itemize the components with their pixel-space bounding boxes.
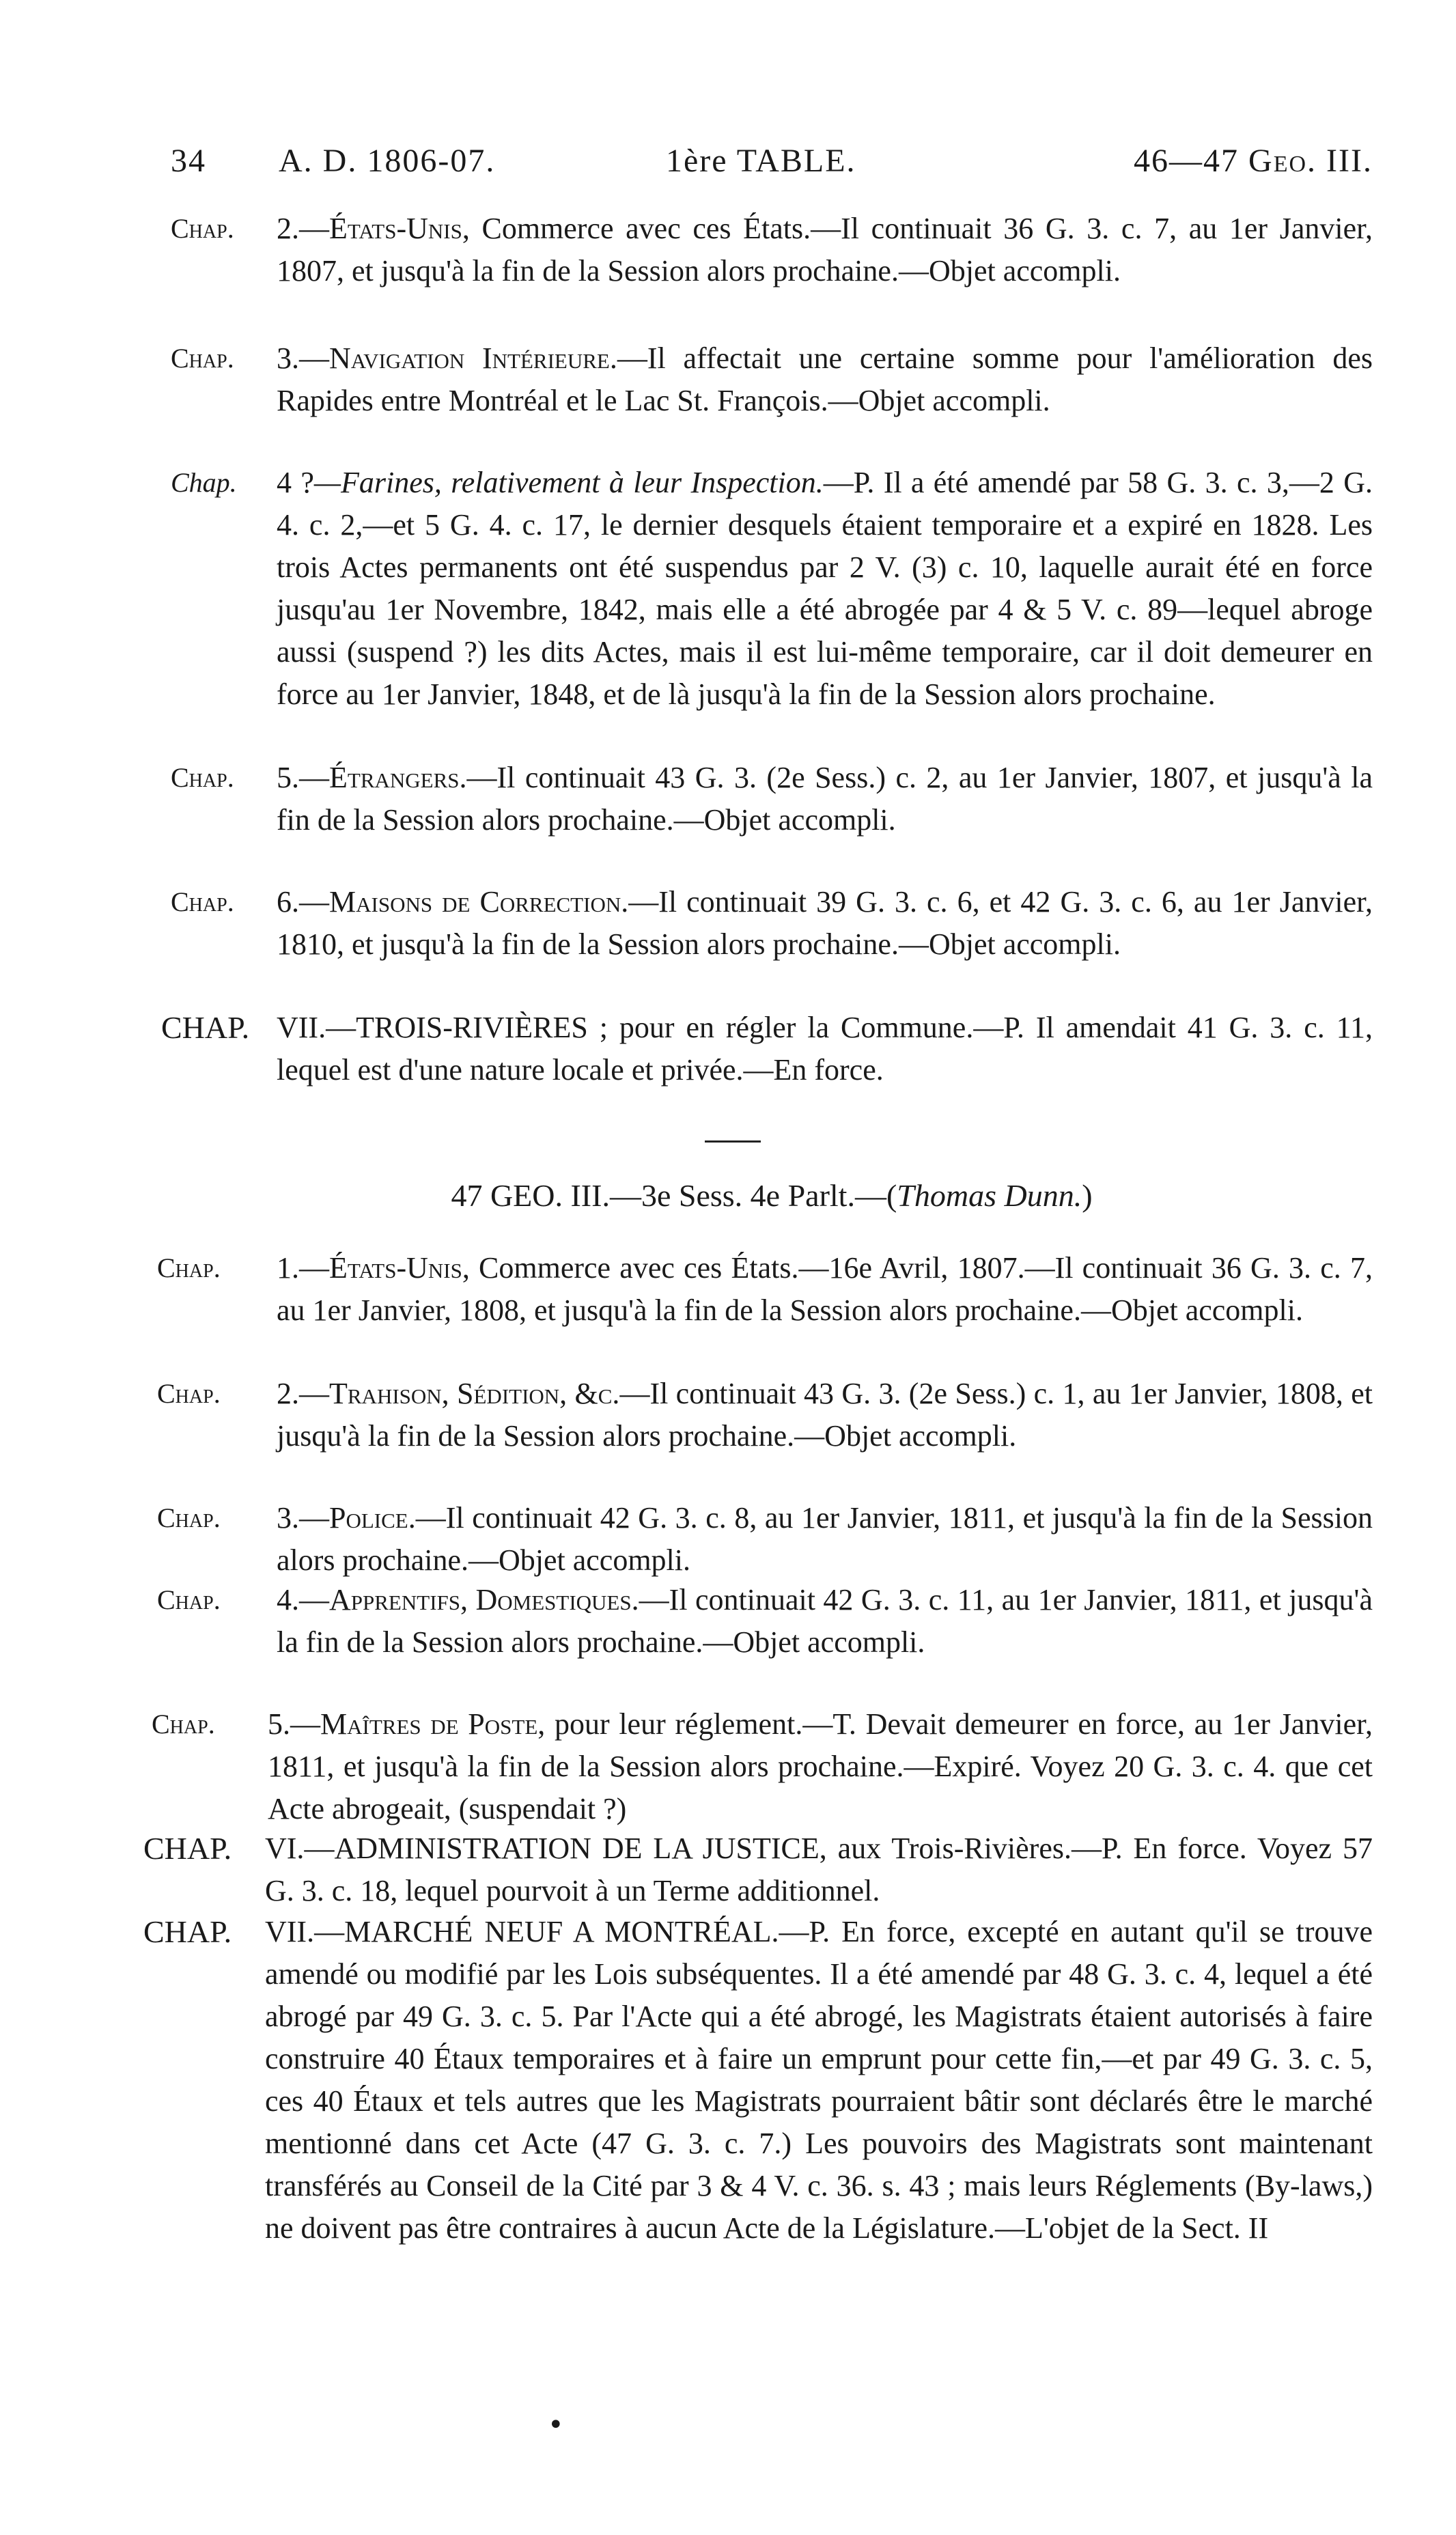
chapter-number: 4.: [277, 1583, 299, 1616]
chapter-title: —Étrangers.: [299, 761, 467, 794]
chapter-number: 2.: [277, 212, 299, 245]
entry-body: [277, 337, 1373, 422]
page-number: 34: [171, 143, 206, 179]
chapter-label: Chap.: [157, 1252, 221, 1283]
chapter-label: Chap.: [157, 1502, 221, 1533]
chapter-text: aux Trois-Rivières.—P. En force. Voyez 57 G. 3. c. 18, lequel pourvoit à un Terme additionnel.: [265, 1832, 1373, 1907]
chapter-title: —ADMINISTRATION DE LA JUSTICE,: [304, 1832, 827, 1865]
chapter-text: pour leur réglement.—T. Devait demeurer en force, au 1er Janvier, 1811, et jusqu'à la fin de la Session alors prochaine.—Expiré. Voyez 20 G. 3. c. 4. que cet Acte abrogeait, (suspendait ?): [268, 1707, 1373, 1825]
entry-body: [277, 462, 1373, 716]
chapter-number: VII.: [277, 1011, 326, 1044]
chapter-text: —Il continuait 42 G. 3. c. 8, au 1er Janvier, 1811, et jusqu'à la fin de la Session alors prochaine.—Objet accompli.: [277, 1501, 1373, 1577]
section-divider: [705, 1140, 761, 1143]
chapter-title: —MARCHÉ NEUF A MONTRÉAL.: [314, 1915, 779, 1948]
chapter-number: 4 ?: [277, 466, 314, 499]
chapter-text: —Il continuait 42 G. 3. c. 11, au 1er Janvier, 1811, et jusqu'à la fin de la Session alors prochaine.—Objet accompli.: [277, 1583, 1373, 1659]
entry-body: [268, 1703, 1373, 1830]
chapter-number: VII.: [265, 1915, 315, 1948]
chapter-label: Chap.: [171, 343, 234, 374]
chapter-number: 2.: [277, 1377, 299, 1410]
entry-body: [265, 1911, 1373, 2250]
entry-body: [277, 1579, 1373, 1664]
chapter-label: CHAP.: [143, 1831, 232, 1866]
chapter-number: 3.: [277, 1501, 299, 1535]
entry-body: [277, 881, 1373, 966]
chapter-text: Commerce avec ces États.—Il continuait 36 G. 3. c. 7, au 1er Janvier, 1807, et jusqu'à la fin de la Session alors prochaine.—Objet accompli.: [277, 212, 1373, 288]
chapter-text: —Il continuait 43 G. 3. (2e Sess.) c. 2, au 1er Janvier, 1807, et jusqu'à la fin de la Session alors prochaine.—Objet accompli.: [277, 761, 1373, 837]
chapter-label: Chap.: [171, 467, 237, 498]
chapter-text: —P. En force, excepté en autant qu'il se trouve amendé ou modifié par les Lois subséquentes. Il a été amendé par 48 G. 3. c. 4, lequel a été abrogé par 49 G. 3. c. 5. Par l'Acte qui a été abrogé, les Magistrats étaient autorisés à faire construire 40 Étaux temporaires et à faire un emprunt pour cette fin,—et par 49 G. 3. c. 5, ces 40 Étaux et tels autres que les Magistrats pourraient bâtir sont déclarés être le marché mentionné dans cet Acte (47 G. 3. c. 7.) Les pouvoirs des Magistrats sont maintenant transférés au Conseil de la Cité par 3 & 4 V. c. 36. s. 43 ; mais leurs Réglements (By-laws,) ne doivent pas être contraires à aucun Acte de la Législature.—L'objet de la Sect. II: [265, 1915, 1373, 2245]
chapter-title: —Police.: [299, 1501, 416, 1535]
chapter-title: —États-Unis,: [299, 1251, 470, 1285]
entry-body: [277, 1373, 1373, 1457]
entry-body: [277, 1497, 1373, 1582]
chapter-title: —Navigation Intérieure.: [299, 341, 617, 375]
section-heading-close: ): [1082, 1178, 1093, 1213]
entry-body: [277, 1247, 1373, 1332]
entry-body: [265, 1827, 1373, 1912]
chapter-label: CHAP.: [143, 1914, 232, 1949]
chapter-title: —États-Unis,: [299, 212, 470, 245]
header-years: A. D. 1806-07.: [279, 143, 496, 179]
chapter-title: —Apprentifs, Domestiques.: [299, 1583, 639, 1616]
chapter-title: —Maisons de Correction.: [299, 885, 629, 919]
chapter-label: CHAP.: [161, 1010, 250, 1045]
chapter-number: 5.: [277, 761, 299, 794]
chapter-label: Chap.: [171, 213, 234, 244]
chapter-number: VI.: [265, 1832, 305, 1865]
chapter-number: 5.: [268, 1707, 290, 1741]
chapter-label: Chap.: [171, 886, 234, 917]
chapter-title: —Farines, relativement à leur Inspection.: [313, 466, 824, 499]
chapter-text: pour en régler la Commune.—P. Il amendait 41 G. 3. c. 11, lequel est d'une nature locale et privée.—En force.: [277, 1011, 1373, 1087]
entry-body: [277, 208, 1373, 292]
chapter-text: —Il continuait 43 G. 3. (2e Sess.) c. 1, au 1er Janvier, 1808, et jusqu'à la fin de la Session alors prochaine.—Objet accompli.: [277, 1377, 1373, 1453]
chapter-label: Chap.: [157, 1584, 221, 1615]
chapter-title: —TROIS-RIVIÈRES ;: [326, 1011, 608, 1044]
section-heading-main: 47 GEO. III.—3e Sess. 4e Parlt.—(: [451, 1178, 897, 1213]
entry-body: [277, 1007, 1373, 1091]
chapter-title: —Trahison, Sédition, &c.: [299, 1377, 620, 1410]
chapter-text: —Il continuait 39 G. 3. c. 6, et 42 G. 3. c. 6, au 1er Janvier, 1810, et jusqu'à la fin de la Session alors prochaine.—Objet accompli.: [277, 885, 1373, 961]
section-heading-47-geo-iii: [171, 1177, 1373, 1214]
entry-body: [277, 757, 1373, 841]
chapter-number: 3.: [277, 341, 299, 375]
chapter-text: —Il affectait une certaine somme pour l'amélioration des Rapides entre Montréal et le Lac St. François.—Objet accompli.: [277, 341, 1373, 417]
section-heading-editor: Thomas Dunn.: [897, 1178, 1082, 1213]
page-header: [171, 142, 1373, 197]
chapter-title: —Maîtres de Poste,: [290, 1707, 546, 1741]
chapter-label: Chap.: [171, 762, 234, 793]
chapter-number: 1.: [277, 1251, 299, 1285]
header-table-label: 1ère TABLE.: [666, 143, 856, 179]
footer-mark: •: [548, 2409, 564, 2441]
chapter-label: Chap.: [157, 1378, 221, 1409]
header-reign: 46—47 Geo. III.: [1134, 143, 1373, 179]
chapter-number: 6.: [277, 885, 299, 919]
chapter-text: —P. Il a été amendé par 58 G. 3. c. 3,—2 G. 4. c. 2,—et 5 G. 4. c. 17, le dernier desquels étaient temporaire et a expiré en 1828. Les trois Actes permanents ont été suspendus par 2 V. (3) c. 10, laquelle aurait été en force jusqu'au 1er Novembre, 1842, mais elle a été abrogée par 4 & 5 V. c. 89—lequel abroge aussi (suspend ?) les dits Actes, mais il est lui-même temporaire, car il doit demeurer en force au 1er Janvier, 1848, et de là jusqu'à la fin de la Session alors prochaine.: [277, 466, 1373, 711]
chapter-text: Commerce avec ces États.—16e Avril, 1807.—Il continuait 36 G. 3. c. 7, au 1er Janvier, 1808, et jusqu'à la fin de la Session alors prochaine.—Objet accompli.: [277, 1251, 1373, 1327]
chapter-label: Chap.: [152, 1709, 215, 1739]
